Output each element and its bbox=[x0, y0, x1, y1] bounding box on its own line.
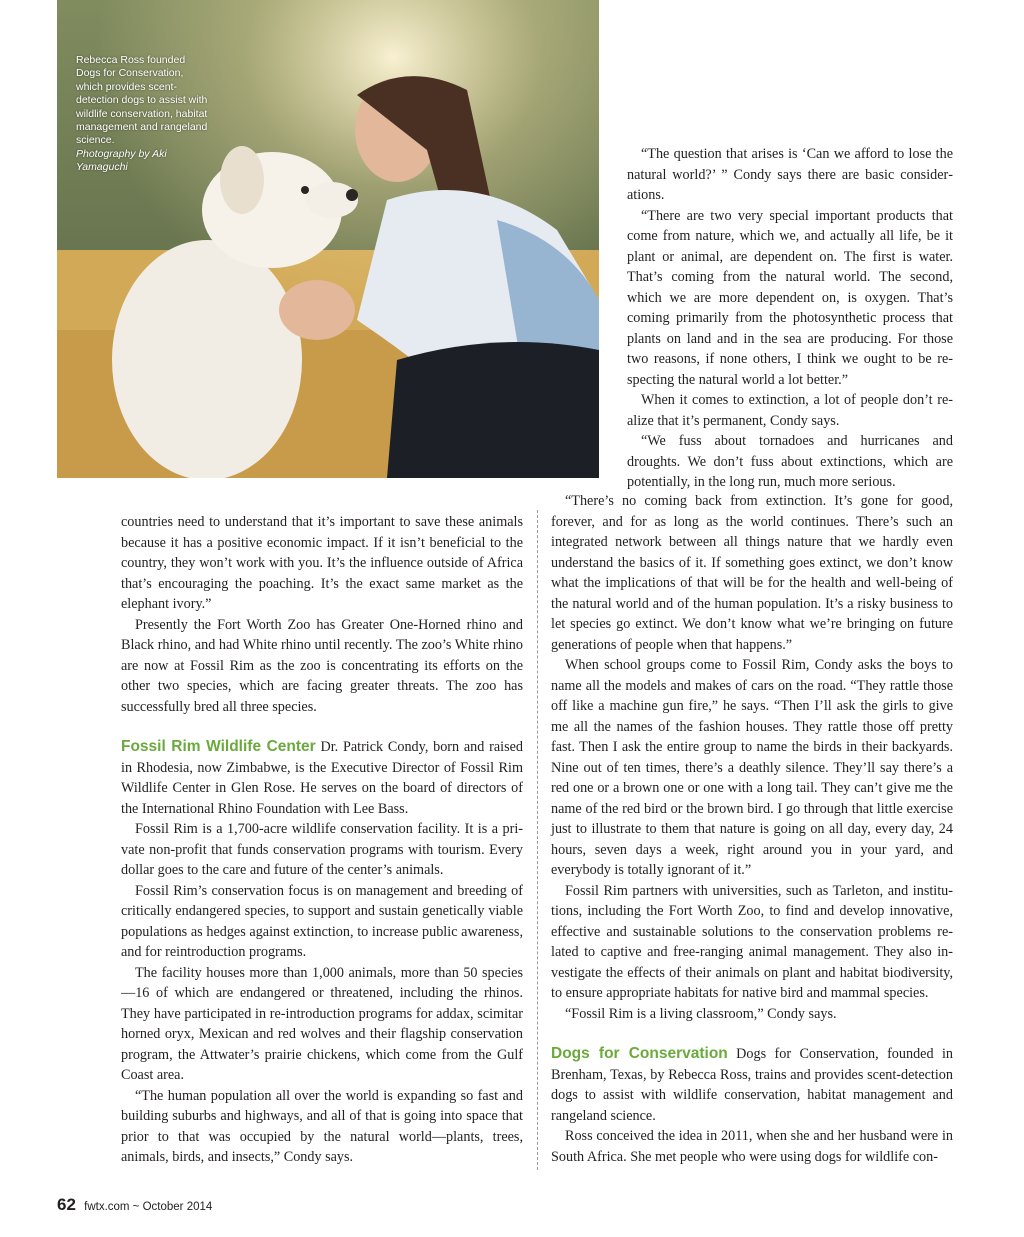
paragraph: Presently the Fort Worth Zoo has Greater One-Horned rhino and Black rhino, and had White rhino until recently. The zoo’s White rhino are now at Fossil Rim as the zoo is concentrating its efforts on the other two species, which are facing greater threats. The zoo has successfully bred all three species. bbox=[121, 616, 523, 715]
section-lead: Dogs for Conservation, founded in Brenham, Texas, by Rebecca Ross, trains and provides scent-detection dogs to assist with wildlife conservation, habitat management and rangeland science. bbox=[551, 1046, 953, 1124]
page-footer bbox=[57, 1195, 212, 1215]
section-dogs-for-conservation bbox=[551, 1044, 953, 1126]
publication-line: fwtx.com ~ October 2014 bbox=[84, 1201, 213, 1213]
paragraph: “The question that arises is ‘Can we afford to lose the natural world?’ ” Condy says there are basic considerations. bbox=[627, 146, 953, 203]
paragraph: “There’s no coming back from extinction. It’s gone for good, forever, and for as long as the world continues. There’s such an integrated network between all things nature that we hardly even understand the basics of it. If something goes extinct, we don’t know what the implications of that will be for the health and well-being of the natural world and of the human population. It’s a risky business to let species go extinct. We don’t know what we’re bringing on future generations of people when that happens.” bbox=[551, 493, 953, 653]
paragraph: The facility houses more than 1,000 animals, more than 50 species—16 of which are endangered or threatened, including the rhinos. They have participated in re-introduction programs for addax, scimitar horned oryx, Mexican and red wolves and their flagship conservation program, the Attwater’s prairie chickens, which come from the Gulf Coast area. bbox=[121, 964, 523, 1083]
paragraph: Fossil Rim is a 1,700-acre wildlife conservation facility. It is a private non-profit that funds conservation programs with tourism. Every dollar goes to the care and future of the center’s animals. bbox=[121, 821, 523, 878]
column-top-right bbox=[627, 144, 953, 493]
section-fossil-rim bbox=[121, 737, 523, 819]
paragraph-continuation: countries need to understand that it’s important to save these animals because it has a positive economic impact. If it isn’t beneficial to the country, they won’t work with you. It’s the influence outside of Africa that’s encouraging the poaching. It’s the exact same market as the elephant ivory.” bbox=[121, 514, 523, 612]
paragraph: “There are two very special important products that come from nature, which we, and actually all life, be it plant or animal, are dependent on. The first is water. That’s coming from the natural world. The second, which we are more dependent on, is oxygen. That’s coming primarily from the photosynthetic process that plants on land and in the sea are producing. For those two reasons, if none others, I think we ought to be respecting the natural world a lot better.” bbox=[627, 207, 953, 388]
column-left bbox=[121, 512, 523, 1168]
paragraph: When school groups come to Fossil Rim, Condy asks the boys to name all the models and makes of cars on the road. “They rattle those off like a machine gun fire,” he says. “Then I’ll ask the girls to give me all the names of the fashion houses. They rattle those off pretty fast. Then I ask the entire group to name the birds in their backyards. Nine out of ten times, there’s a deathly silence. They’ll say there’s a red one or a brown one or one with a long tail. They can’t give me the name of the red bird or the brown bird. I go through that little exercise just to illustrate to them that nature is going on all day, every day, 24 hours, seven days a week, right around you in your yard, and everybody is totally ignorant of it.” bbox=[551, 657, 953, 878]
page-number: 62 bbox=[57, 1195, 76, 1214]
paragraph: Ross conceived the idea in 2011, when she and her husband were in South Africa. She met people who were using dogs for wildlife con- bbox=[551, 1128, 953, 1165]
paragraph: “The human population all over the world is expanding so fast and building suburbs and highways, and all of that is going into space that prior to that was occupied by the natural world—plants, trees, animals, birds, and insects,” Condy says. bbox=[121, 1087, 523, 1165]
photo-credit: Photography by Aki Yamaguchi bbox=[76, 147, 167, 174]
section-lead: Dr. Patrick Condy, born and raised in Rhodesia, now Zimbabwe, is the Executive Director of Fossil Rim Wildlife Center in Glen Rose. He serves on the board of directors of the International Rhino Foundation with Lee Bass. bbox=[121, 739, 524, 817]
paragraph: Fossil Rim’s conservation focus is on management and breeding of critically endangered species, to support and sustain genetically viable populations as hedges against extinction, to increase public awareness, and for reintroduction programs. bbox=[121, 882, 523, 960]
column-divider bbox=[537, 510, 538, 1170]
section-heading-dogs: Dogs for Conservation bbox=[551, 1045, 728, 1062]
section-heading-fossil-rim: Fossil Rim Wildlife Center bbox=[121, 738, 316, 755]
column-right bbox=[551, 491, 953, 1167]
photo-caption bbox=[76, 54, 208, 175]
paragraph: “We fuss about tornadoes and hurricanes and droughts. We don’t fuss about extinctions, which are potentially, in the long run, much more serious. bbox=[627, 433, 953, 490]
paragraph: “Fossil Rim is a living classroom,” Condy says. bbox=[565, 1005, 837, 1022]
photo-caption-text: Rebecca Ross founded Dogs for Conservation, which provides scent-detection dogs to assist with wildlife conservation, habitat management and rangeland science. bbox=[76, 54, 208, 147]
paragraph: Fossil Rim partners with universities, such as Tarleton, and institutions, including the Fort Worth Zoo, to find and develop innovative, effective and sustainable solutions to the conservation problems related to captive and free-ranging animal management. They also investigate the effects of their animals on plant and habitat biodiversity, to ensure appropriate habitats for native bird and mammal species. bbox=[551, 882, 953, 1001]
paragraph: When it comes to extinction, a lot of people don’t realize that it’s permanent, Condy says. bbox=[627, 392, 953, 429]
